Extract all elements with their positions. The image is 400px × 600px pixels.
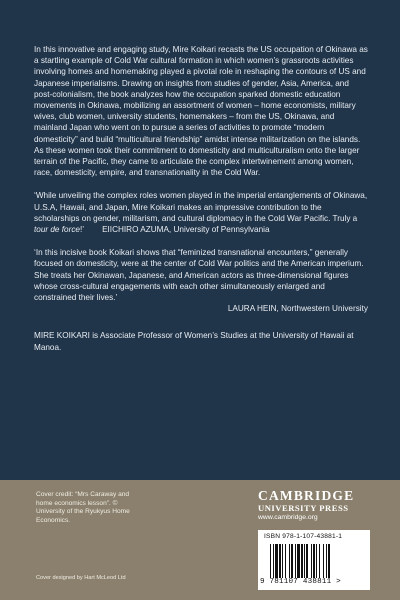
endorsement-quote-2 [34, 247, 368, 314]
quote-2-attribution: LAURA HEIN, Northwestern University [227, 304, 368, 314]
endorsement-quote-1 [34, 190, 368, 235]
isbn-barcode [258, 530, 370, 590]
publisher-logo [258, 489, 354, 522]
barcode-icon [270, 544, 360, 578]
cover-credit: Cover credit: “Mrs Caraway and home economics lesson”. © University of the Ryukyus Home Economics. [36, 491, 130, 524]
cover-designer-credit: Cover designed by Hart McLeod Ltd [36, 575, 126, 581]
quote-2-text: ‘In this incisive book Koikari shows that “feminized transnational encounters,” generally focused on domesticity, were at the center of Cold War politics and the American imperium. She treats her Okinawan, Japanese, and American actors as three-dimensional figures whose cross-cultural engagements with each other simultaneously enlarged and constrained their lives.’ [34, 248, 364, 303]
book-description: In this innovative and engaging study, Mire Koikari recasts the US occupation of Okinawa as a startling example of Cold War cultural formation in which women’s grassroots activities involving homes and homemaking played a pivotal role in reshaping the contours of US and Japanese imperialisms. Drawing on insights from studies of gender, Asia, America, and post-colonialism, the book analyzes how the occupation sparked domestic education movements in Okinawa, mobilizing an assortment of women – home economists, military wives, club women, university students, homemakers – from the US, Okinawa, and mainland Japan who went on to pursue a series of activities to promote “modern domesticity” and build “multicultural friendship” amidst intense militarization on the islands. As these women took their commitment to domesticity and multiculturalism onto the larger terrain of the Pacific, they came to articulate the complex intertwinement among women, race, domesticity, empire, and transnationality in the Cold War. [34, 45, 368, 178]
back-cover-text [34, 44, 368, 353]
publisher-name: CAMBRIDGE [258, 488, 355, 503]
isbn-digits: 9 781107 438811 > [260, 578, 341, 586]
publisher-press: UNIVERSITY PRESS [258, 503, 349, 513]
publisher-url: www.cambridge.org [258, 514, 318, 521]
author-bio: MIRE KOIKARI is Associate Professor of Women’s Studies at the University of Hawaii at Manoa. [34, 331, 354, 352]
cover-footer [0, 480, 400, 600]
quote-1-italic: tour de force [34, 225, 80, 235]
quote-1-end: !’ [79, 225, 85, 235]
quote-1-attribution: EIICHIRO AZUMA, University of Pennsylvania [102, 225, 270, 235]
isbn-label: ISBN 978-1-107-43881-1 [264, 533, 343, 540]
quote-1-text: ‘While unveiling the complex roles women played in the imperial entanglements of Okinawa, U.S.A, Hawaii, and Japan, Mire Koikari makes an impressive contribution to the scholarships on gender, militarism, and cultural diplomacy in the Cold War Pacific. Truly a [34, 191, 368, 223]
